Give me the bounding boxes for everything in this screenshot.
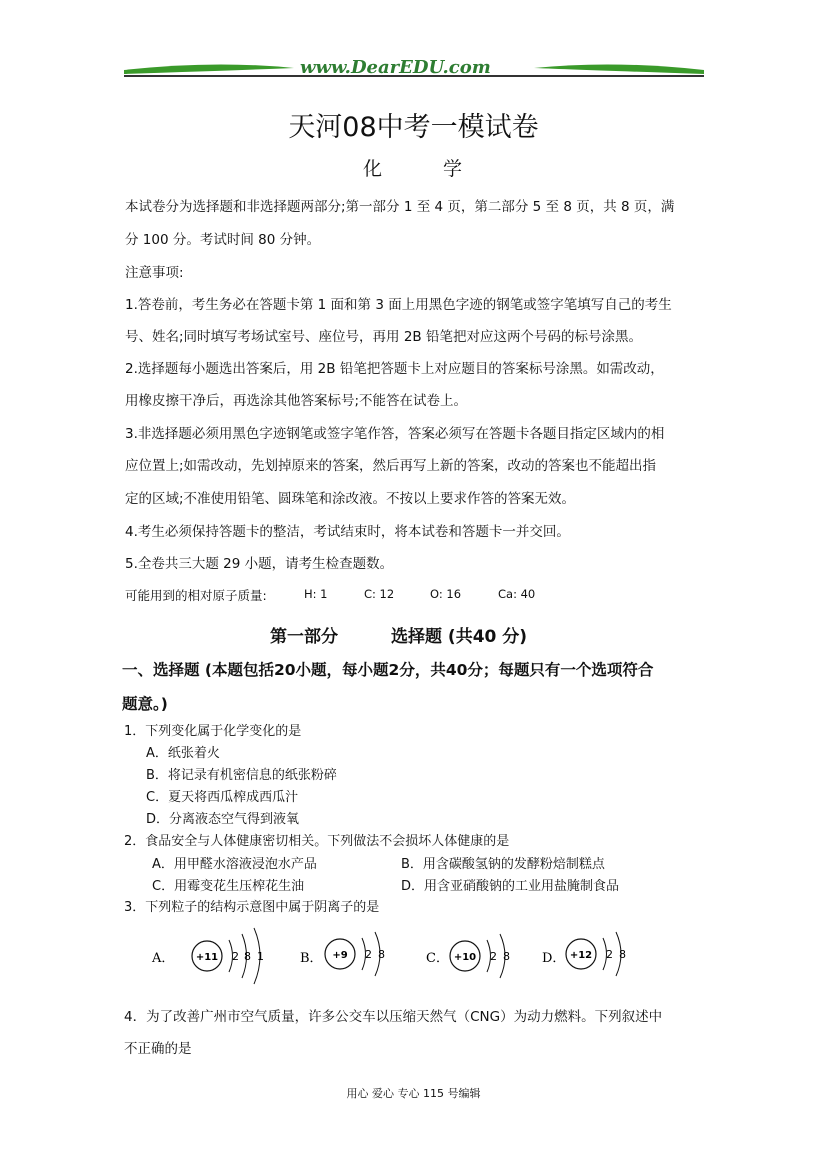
shell-electrons: 2: [365, 948, 372, 961]
option: B．将记录有机密信息的纸张粉碎: [146, 768, 337, 783]
note-line: 用橡皮擦干净后，再选涂其他答案标号;不能答在试卷上。: [125, 393, 468, 409]
shell-electrons: 2: [232, 950, 239, 963]
nucleus-charge: +11: [195, 952, 219, 963]
shell-electrons: 8: [503, 950, 510, 963]
question-stem: 不正确的是: [124, 1041, 192, 1057]
atomic-mass: C: 12: [364, 587, 395, 601]
page-title: 天河08中考一模试卷: [288, 112, 539, 143]
option: D．用含亚硝酸钠的工业用盐腌制食品: [401, 879, 620, 894]
question-stem: 1．下列变化属于化学变化的是: [124, 724, 302, 739]
page-footer: 用心 爱心 专心 115 号编辑: [346, 1087, 481, 1100]
option: D．分离液态空气得到液氧: [146, 812, 300, 827]
atom-diagram-a: [151, 928, 264, 984]
note-line: 5.全卷共三大题 29 小题，请考生检查题数。: [125, 556, 394, 572]
atom-letter: A．: [152, 951, 175, 966]
option: A．纸张着火: [146, 746, 220, 761]
nucleus-charge: +9: [332, 950, 348, 961]
question-stem: 2．食品安全与人体健康密切相关。下列做法不会损坏人体健康的是: [124, 834, 510, 849]
intro-line: 分 100 分。考试时间 80 分钟。: [125, 232, 321, 248]
atom-structure-diagrams: [150, 926, 650, 990]
subtitle-left: 化: [363, 158, 383, 180]
part-title-detail: 选择题 (共40 分): [391, 627, 528, 647]
logo-text: www.DearEDU.com: [300, 57, 491, 78]
atom-diagram-c: [426, 934, 510, 978]
note-line: 4.考生必须保持答题卡的整洁，考试结束时，将本试卷和答题卡一并交回。: [125, 524, 570, 540]
atomic-mass: H: 1: [304, 587, 328, 601]
note-line: 号、姓名;同时填写考场试室号、座位号，再用 2B 铅笔把对应这两个号码的标号涂黑。: [125, 329, 642, 345]
note-line: 应位置上;如需改动，先划掉原来的答案，然后再写上新的答案，改动的答案也不能超出指: [125, 458, 657, 474]
question-stem: 3．下列粒子的结构示意图中属于阴离子的是: [124, 900, 380, 915]
atom-letter: C．: [426, 951, 449, 966]
atomic-masses-label: 可能用到的相对原子质量:: [125, 588, 267, 603]
option: B．用含碳酸氢钠的发酵粉焙制糕点: [401, 857, 605, 872]
nucleus-charge: +12: [569, 950, 593, 961]
note-line: 3.非选择题必须用黑色字迹钢笔或签字笔作答，答案必须写在答题卡各题目指定区域内的相: [125, 426, 665, 442]
shell-electrons: 8: [378, 948, 385, 961]
option: C．夏天将西瓜榨成西瓜汁: [146, 790, 299, 805]
note-line: 1.答卷前，考生务必在答题卡第 1 面和第 3 面上用黑色字迹的钢笔或签字笔填写自己的考生: [125, 297, 672, 313]
option: A．用甲醛水溶液浸泡水产品: [152, 857, 317, 872]
option: C．用霉变花生压榨花生油: [152, 879, 305, 894]
intro-line: 本试卷分为选择题和非选择题两部分;第一部分 1 至 4 页，第二部分 5 至 8 页，共 8 页，满: [125, 199, 675, 215]
atom-diagram-b: [300, 932, 385, 976]
shell-electrons: 8: [244, 950, 251, 963]
note-line: 2.选择题每小题选出答案后，用 2B 铅笔把答题卡上对应题目的答案标号涂黑。如需改动，: [125, 361, 664, 377]
part-title: 第一部分: [270, 627, 338, 647]
subtitle-right: 学: [443, 158, 463, 180]
nucleus-charge: +10: [453, 952, 477, 963]
atomic-mass: Ca: 40: [498, 587, 536, 601]
shell-electrons: 2: [606, 948, 613, 961]
shell-electrons: 8: [619, 948, 626, 961]
atom-letter: B．: [300, 951, 323, 966]
notes-heading: 注意事项:: [125, 265, 184, 281]
atom-diagram-d: [542, 932, 626, 976]
question-stem: 4．为了改善广州市空气质量，许多公交车以压缩天然气（CNG）为动力燃料。下列叙述中: [124, 1009, 663, 1025]
atom-letter: D．: [542, 951, 566, 966]
atomic-mass: O: 16: [430, 587, 462, 601]
section-heading: 一、选择题 (本题包括20小题，每小题2分，共40分；每题只有一个选项符合: [122, 661, 654, 679]
note-line: 定的区域;不准使用铅笔、圆珠笔和涂改液。不按以上要求作答的答案无效。: [125, 491, 576, 507]
shell-electrons: 1: [257, 950, 264, 963]
section-heading: 题意。): [122, 695, 168, 713]
shell-electrons: 2: [490, 950, 497, 963]
